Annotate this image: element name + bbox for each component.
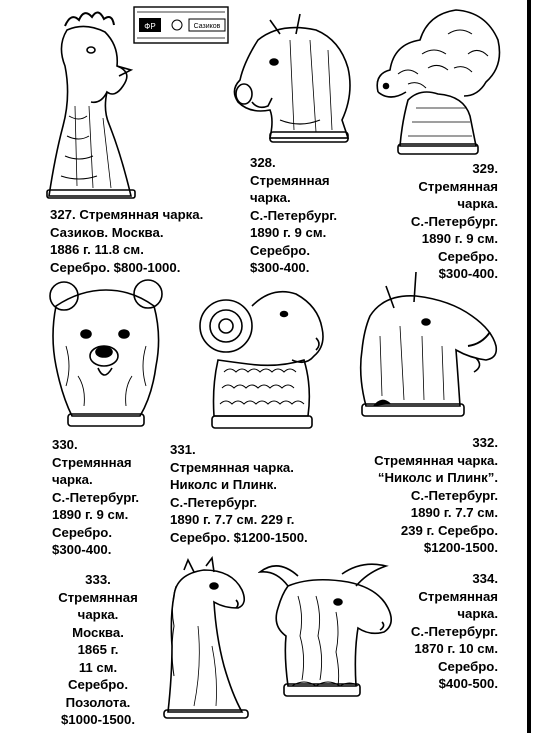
caption-line: 328. — [250, 155, 276, 170]
caption-line: $1200-1500. — [423, 540, 498, 555]
caption-line: 11 см. — [78, 659, 118, 675]
caption-329 — [378, 160, 498, 283]
caption-line: чарка. — [52, 472, 93, 487]
caption-line: С.-Петербург. — [410, 487, 498, 503]
caption-line: С.-Петербург. — [410, 623, 498, 639]
caption-333 — [44, 571, 152, 729]
horse-head-cup-icon — [154, 556, 258, 722]
ram-head-cup-icon — [188, 276, 334, 440]
caption-line: 1886 г. 11.8 см. — [50, 242, 144, 257]
caption-line: 1870 г. 10 см. — [414, 641, 498, 656]
caption-328 — [250, 154, 337, 277]
caption-line: С.-Петербург. — [170, 494, 258, 510]
caption-line: Стремянная — [418, 178, 498, 194]
hallmark-initials: ФР — [144, 22, 156, 31]
caption-line: Москва. — [72, 624, 124, 640]
caption-line: Стремянная чарка. — [170, 459, 294, 475]
caption-line: Серебро. — [250, 242, 310, 258]
caption-line: 1890 г. 9 см. — [52, 507, 129, 522]
caption-line: 1865 г. — [77, 642, 119, 657]
caption-line: 327. Стремянная чарка. — [50, 207, 204, 222]
caption-line: Сазиков. Москва. — [50, 224, 164, 240]
caption-line: 334. — [472, 571, 498, 586]
caption-line: Стремянная — [250, 172, 330, 188]
caption-line: чарка. — [77, 607, 119, 622]
caption-line: 332. — [472, 435, 498, 450]
caption-line: Николс и Плинк. — [170, 477, 277, 492]
hallmark-maker: Сазиков — [193, 23, 221, 30]
caption-line: чарка. — [457, 606, 498, 621]
hallmark-strip-icon — [133, 6, 229, 44]
caption-line: 333. — [85, 572, 111, 587]
caption-line: Серебро. — [438, 248, 498, 264]
caption-line: 329. — [472, 161, 498, 176]
boar-head-cup-2-icon — [350, 266, 500, 432]
caption-line: 330. — [52, 437, 78, 452]
caption-334 — [398, 570, 498, 693]
caption-line: 1890 г. 9 см. — [421, 231, 498, 246]
caption-line: Серебро. — [438, 658, 498, 674]
caption-line: 1890 г. 7.7 см. — [410, 505, 498, 520]
page-edge-rule — [527, 0, 531, 733]
caption-332 — [350, 434, 498, 557]
caption-line: Серебро. $1200-1500. — [170, 529, 308, 545]
caption-330 — [52, 436, 139, 559]
bear-head-cup-icon — [42, 276, 170, 436]
caption-line: 331. — [170, 442, 196, 457]
caption-line: 1890 г. 9 см. — [250, 225, 327, 240]
caption-line: Стремянная чарка. — [374, 452, 498, 468]
caption-line: чарка. — [457, 196, 498, 211]
caption-line: Серебро. $800-1000. — [50, 259, 181, 275]
caption-line: Стремянная — [52, 454, 132, 470]
caption-line: $400-500. — [438, 676, 498, 691]
caption-line: Стремянная — [418, 588, 498, 604]
caption-line: $300-400. — [52, 542, 112, 557]
caption-line: $300-400. — [438, 266, 498, 281]
caption-line: С.-Петербург. — [410, 213, 498, 229]
caption-line: Серебро. — [68, 677, 128, 692]
caption-327 — [50, 206, 203, 276]
caption-331 — [170, 441, 308, 546]
caption-line: 1890 г. 7.7 см. 229 г. — [170, 512, 295, 527]
caption-line: Позолота. — [65, 694, 131, 710]
caption-line: $1000-1500. — [60, 712, 136, 727]
caption-line: “Николс и Плинк”. — [377, 470, 498, 485]
caption-line: чарка. — [250, 190, 291, 205]
caption-line: С.-Петербург. — [250, 207, 338, 223]
caption-line: $300-400. — [250, 260, 310, 275]
caption-line: 239 г. Серебро. — [400, 522, 498, 538]
caption-line: Стремянная — [58, 589, 138, 605]
goat-head-cup-icon — [258, 556, 406, 722]
caption-line: С.-Петербург. — [52, 489, 140, 505]
bird-cup-icon — [368, 4, 508, 162]
caption-line: Серебро. — [52, 524, 112, 540]
boar-head-cup-icon — [230, 10, 362, 150]
